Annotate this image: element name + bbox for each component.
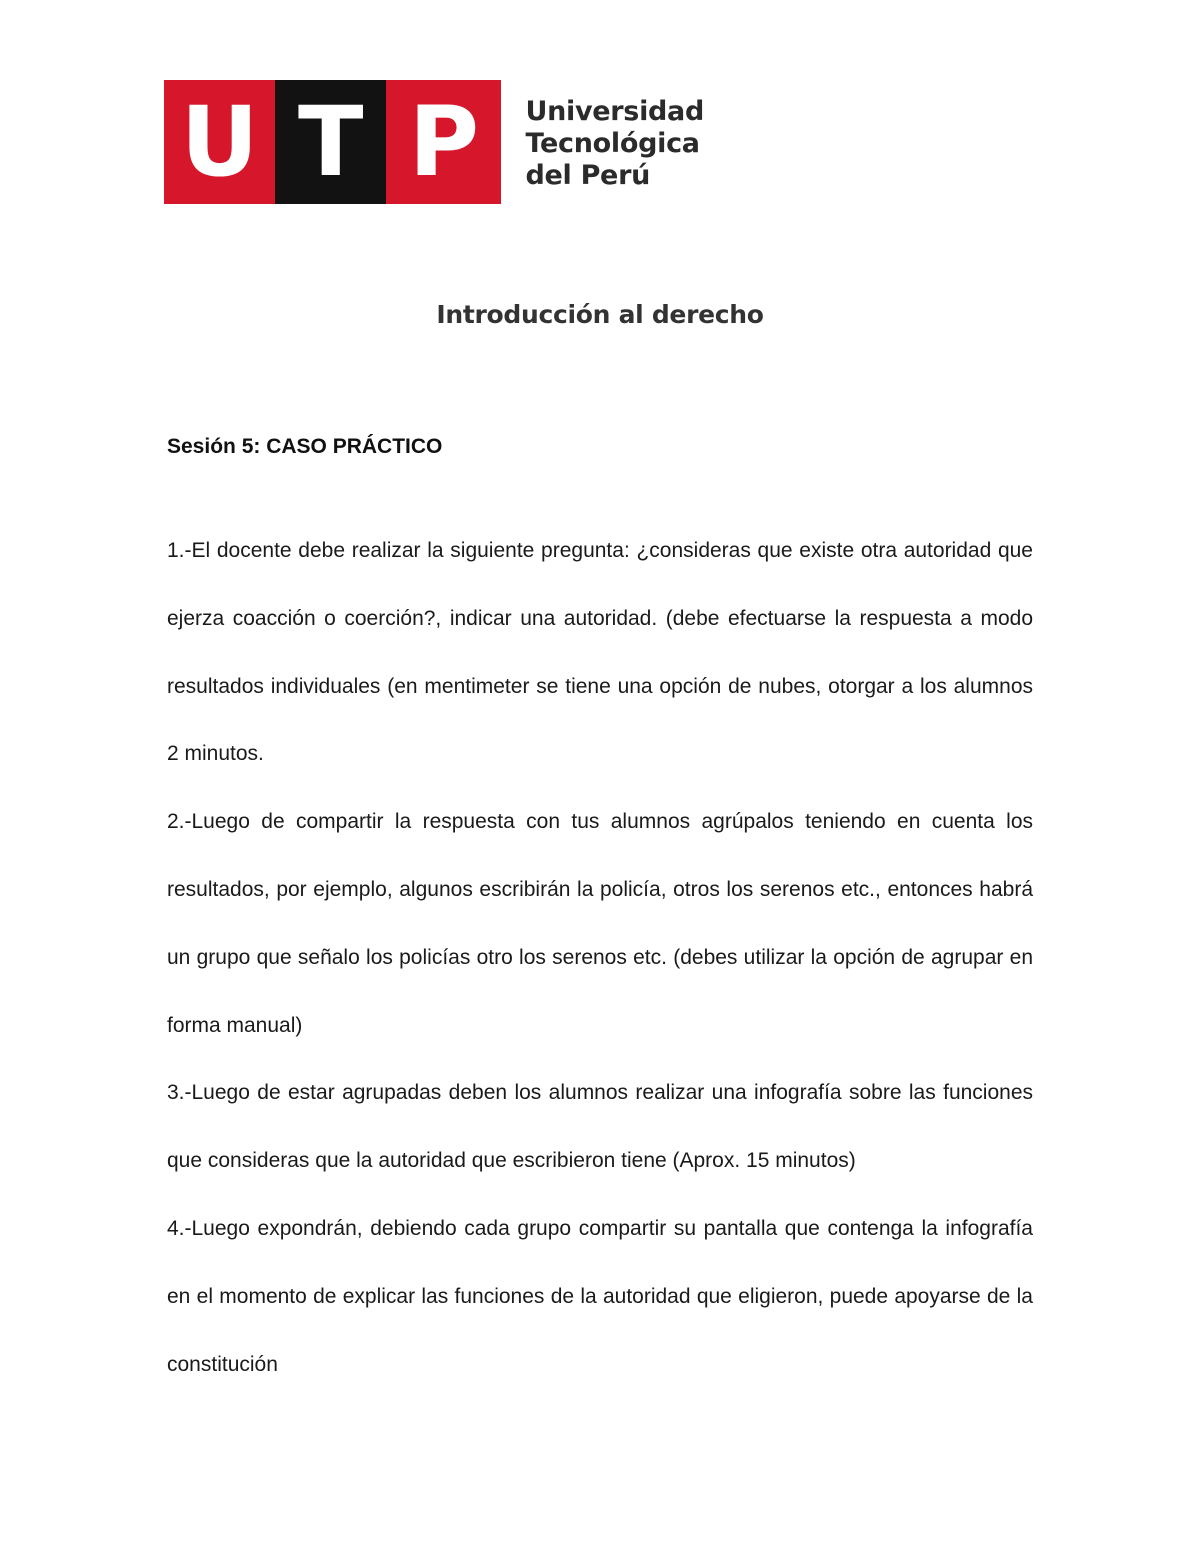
logo-letter-p: P: [386, 80, 501, 204]
logo-wordmark-line-2: Tecnológica: [525, 128, 700, 159]
document-body: [167, 517, 1033, 1398]
session-heading: Sesión 5: CASO PRÁCTICO: [167, 435, 443, 458]
paragraph-1: 1.-El docente debe realizar la siguiente pregunta: ¿consideras que existe otra autoridad que ejerza coacción o coerción?, indicar una autoridad. (debe efectuarse la respuesta a modo resultados individuales (en mentimeter se tiene una opción de nubes, otorgar a los alumnos 2 minutos.: [167, 539, 1033, 766]
logo-wordmark-line-3: del Perú: [525, 160, 651, 191]
logo-wordmark: [525, 80, 704, 206]
paragraph-3: 3.-Luego de estar agrupadas deben los alumnos realizar una infografía sobre las funciones que consideras que la autoridad que escribieron tiene (Aprox. 15 minutos): [167, 1081, 1033, 1173]
logo-letter-t: T: [275, 80, 386, 204]
document-title: Introducción al derecho: [436, 300, 764, 329]
logo-wordmark-line-1: Universidad: [525, 96, 704, 127]
logo-letter-u: U: [164, 80, 275, 204]
paragraph-2: 2.-Luego de compartir la respuesta con tus alumnos agrúpalos teniendo en cuenta los resultados, por ejemplo, algunos escribirán la policía, otros los serenos etc., entonces habrá un grupo que señalo los policías otro los serenos etc. (debes utilizar la opción de agrupar en forma manual): [167, 810, 1033, 1037]
paragraph-4: 4.-Luego expondrán, debiendo cada grupo compartir su pantalla que contenga la infografía en el momento de explicar las funciones de la autoridad que eligieron, puede apoyarse de la constitución: [167, 1216, 1033, 1376]
utp-logo: [164, 80, 704, 206]
